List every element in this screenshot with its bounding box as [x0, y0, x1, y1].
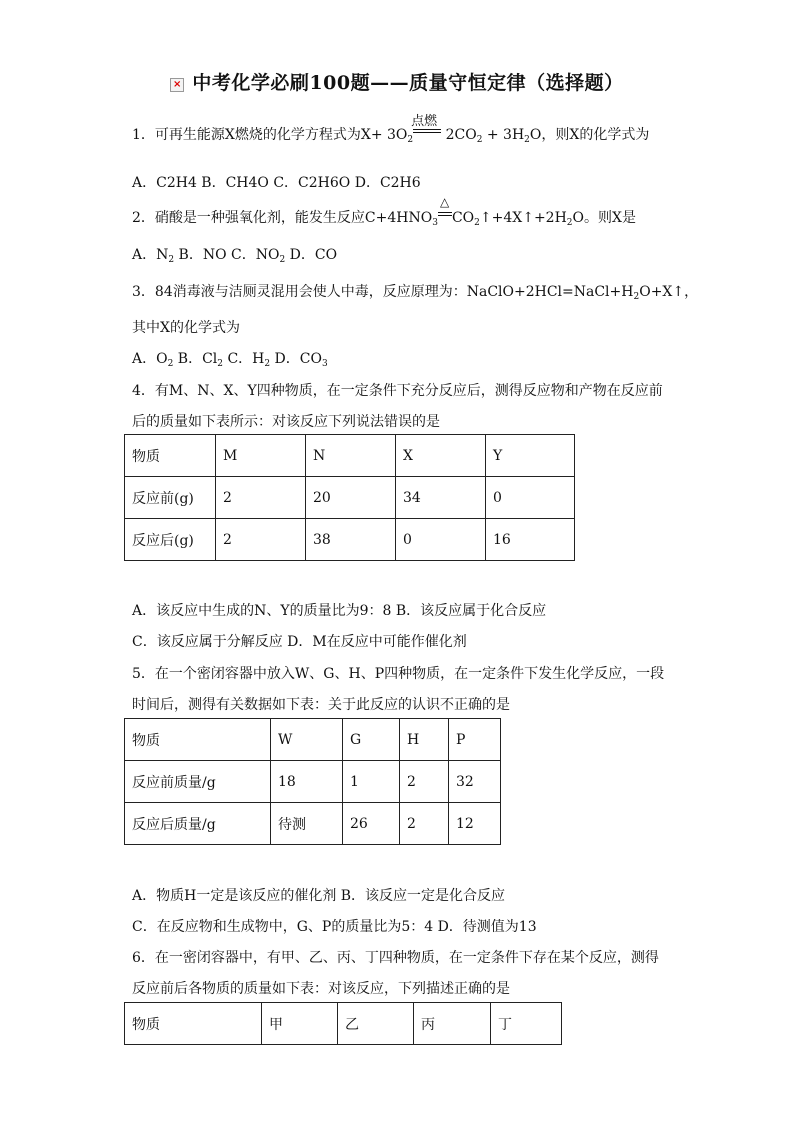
question-5-stem-line2: 时间后，测得有关数据如下表：关于此反应的认识不正确的是 [132, 697, 510, 713]
table-cell: 物质 [125, 435, 216, 477]
question-5-options-line2: C．在反应物和生成物中，G、P的质量比为5：4 D．待测值为13 [132, 919, 537, 935]
question-3-options: A．$O_2$ B．$Cl_2$ C．$H_2$ D．$CO_3$ [132, 351, 328, 369]
table-cell: H [400, 719, 449, 761]
table-cell: 12 [449, 803, 501, 845]
table-cell: X [396, 435, 486, 477]
table-cell: N [306, 435, 396, 477]
question-6-stem: 6．在一密闭容器中，有甲、乙、丙、丁四种物质，在一定条件下存在某个反应，测得 [132, 950, 659, 966]
reaction-heat-arrow: △ [438, 210, 452, 222]
table-cell: 反应前(g) [125, 477, 216, 519]
table-cell: M [216, 435, 306, 477]
table-cell: P [449, 719, 501, 761]
title-text: 中考化学必刷100题——质量守恒定律（选择题） [192, 72, 624, 94]
table-cell: 0 [486, 477, 575, 519]
table-row [125, 477, 575, 519]
question-4-stem: 4．有M、N、X、Y四种物质，在一定条件下充分反应后，测得反应物和产物在反应前 [132, 383, 663, 399]
question-1-stem: 1．可再生能源X燃烧的化学方程式为$X+ 3O_2$ 点燃 $2CO_2 + 3H_2O$，则X的化学式为 [132, 114, 650, 145]
table-cell: W [271, 719, 343, 761]
table-cell: 乙 [338, 1003, 414, 1045]
question-4-table [124, 434, 575, 561]
table-cell: 丁 [491, 1003, 562, 1045]
table-cell: 2 [400, 761, 449, 803]
broken-image-icon: × [170, 78, 184, 92]
table-cell: 待测 [271, 803, 343, 845]
question-1-options: A．C2H4 B．CH4O C．C2H6O D．C2H6 [132, 175, 421, 191]
question-2-stem: 2．硝酸是一种强氧化剂，能发生反应$C+4HNO_3$ △ $CO_2↑+4X↑+2H_2O$。则X是 [132, 195, 636, 228]
question-4-options-line1: A．该反应中生成的N、Y的质量比为9：8 B．该反应属于化合反应 [132, 603, 547, 619]
table-cell: 34 [396, 477, 486, 519]
table-row [125, 519, 575, 561]
table-cell: 丙 [414, 1003, 491, 1045]
table-cell: 18 [271, 761, 343, 803]
question-3-stem-line2: 其中X的化学式为 [132, 320, 240, 336]
table-cell: 2 [216, 519, 306, 561]
question-3-stem: 3．84消毒液与洁厕灵混用会使人中毒，反应原理为：$NaClO+2HCl=NaCl+H_2O+X↑$， [132, 284, 699, 302]
question-5-options-line1: A．物质H一定是该反应的催化剂 B．该反应一定是化合反应 [132, 888, 506, 904]
table-cell: 32 [449, 761, 501, 803]
table-row [125, 761, 501, 803]
question-4-stem-line2: 后的质量如下表所示：对该反应下列说法错误的是 [132, 414, 440, 430]
question-5-stem: 5．在一个密闭容器中放入W、G、H、P四种物质，在一定条件下发生化学反应，一段 [132, 666, 665, 682]
table-cell: Y [486, 435, 575, 477]
table-cell: 反应前质量/g [125, 761, 271, 803]
table-cell: 20 [306, 477, 396, 519]
table-cell: 甲 [262, 1003, 338, 1045]
document-title [0, 68, 794, 95]
question-2-options: A．$N_2$ B．NO C．$NO_2$ D．CO [132, 247, 338, 265]
table-header-row [125, 435, 575, 477]
question-4-options-line2: C．该反应属于分解反应 D．M在反应中可能作催化剂 [132, 634, 467, 650]
table-cell: 0 [396, 519, 486, 561]
table-cell: G [343, 719, 400, 761]
table-row [125, 803, 501, 845]
table-cell: 38 [306, 519, 396, 561]
table-cell: 反应后(g) [125, 519, 216, 561]
table-cell: 26 [343, 803, 400, 845]
table-cell: 物质 [125, 1003, 262, 1045]
table-cell: 1 [343, 761, 400, 803]
reaction-condition-arrow: 点燃 [413, 127, 441, 139]
table-cell: 反应后质量/g [125, 803, 271, 845]
table-cell: 2 [216, 477, 306, 519]
question-6-stem-line2: 反应前后各物质的质量如下表：对该反应，下列描述正确的是 [132, 981, 510, 997]
table-cell: 2 [400, 803, 449, 845]
question-6-table [124, 1002, 562, 1045]
table-cell: 物质 [125, 719, 271, 761]
table-header-row [125, 719, 501, 761]
table-header-row [125, 1003, 562, 1045]
table-cell: 16 [486, 519, 575, 561]
question-5-table [124, 718, 501, 845]
